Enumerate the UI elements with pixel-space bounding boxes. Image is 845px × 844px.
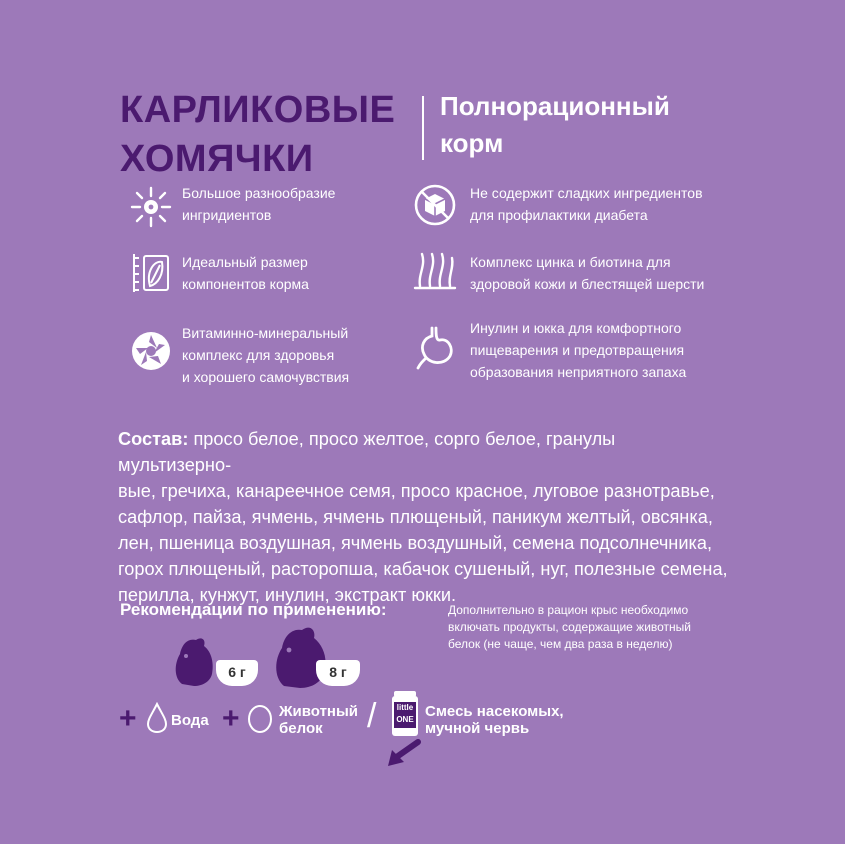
composition-line-2: вые, гречиха, канареечное семя, просо красное, луговое разнотравье, xyxy=(118,481,715,501)
page-title xyxy=(120,86,395,184)
dose-small-bowl: 6 г xyxy=(216,660,258,686)
feature-zinc-biotin: Комплекс цинка и биотина для здоровой кожи и блестящей шерсти xyxy=(470,254,705,292)
title-line-2: ХОМЯЧКИ xyxy=(120,138,314,180)
seed-size-icon xyxy=(128,250,174,296)
subtitle-line-1: Полнорационный xyxy=(440,91,670,121)
little-one-jar-icon: little ONE xyxy=(392,696,418,736)
composition-line-5: горох плющеный, расторопша, кабачок сушеный, нуг, полезные семена, xyxy=(118,559,728,579)
hair-icon xyxy=(412,248,458,294)
feature-no-sugar: Не содержит сладких ингредиентов для профилактики диабета xyxy=(470,185,703,223)
plus-sign-water: + xyxy=(119,702,137,735)
composition-line-6: перилла, кунжут, инулин, экстракт юкки. xyxy=(118,585,457,605)
recommendations-note: Дополнительно в рацион крыс необходимо включать продукты, содержащие животный белок (не чаще, чем два раза в неделю) xyxy=(448,603,692,651)
stomach-icon xyxy=(412,324,458,370)
subtitle xyxy=(440,88,670,162)
protein-label: Животный белок xyxy=(279,703,359,737)
title-divider xyxy=(422,96,424,160)
recommendations-title: Рекомендации по применению: xyxy=(120,600,387,619)
hamster-small-icon xyxy=(172,634,218,691)
plus-sign-protein: + xyxy=(222,702,240,735)
separator-slash: / xyxy=(367,697,377,735)
composition-label: Состав: xyxy=(118,429,189,449)
arrow-down-left-icon xyxy=(384,738,422,773)
feature-inulin-yucca: Инулин и юкка для комфортного пищеварения и предотвращения образования неприятного запаха xyxy=(470,320,687,380)
insects-label: Смесь насекомых, мучной червь xyxy=(425,703,564,737)
feature-vitamins: Витаминно-минеральный комплекс для здоровья и хорошего самочувствия xyxy=(182,325,350,385)
feature-size: Идеальный размер компонентов корма xyxy=(182,254,309,292)
feature-variety: Большое разнообразие ингридиентов xyxy=(182,185,336,223)
subtitle-line-2: корм xyxy=(440,128,504,158)
title-line-1: КАРЛИКОВЫЕ xyxy=(120,89,396,131)
composition-line-3: сафлор, пайза, ячмень, ячмень плющеный, паникум желтый, овсянка, xyxy=(118,507,713,527)
dose-large-bowl: 8 г xyxy=(316,660,360,686)
composition xyxy=(118,426,728,608)
water-label: Вода xyxy=(171,712,209,729)
composition-line-1: Состав: просо белое, просо желтое, сорго белое, гранулы мультизерно- xyxy=(118,429,616,475)
sparkle-icon xyxy=(128,184,174,230)
egg-icon xyxy=(247,700,273,739)
no-sugar-icon xyxy=(412,182,458,228)
aperture-icon xyxy=(128,328,174,374)
composition-line-4: лен, пшеница воздушная, ячмень воздушный, семена подсолнечника, xyxy=(118,533,713,553)
water-drop-icon xyxy=(146,702,168,739)
